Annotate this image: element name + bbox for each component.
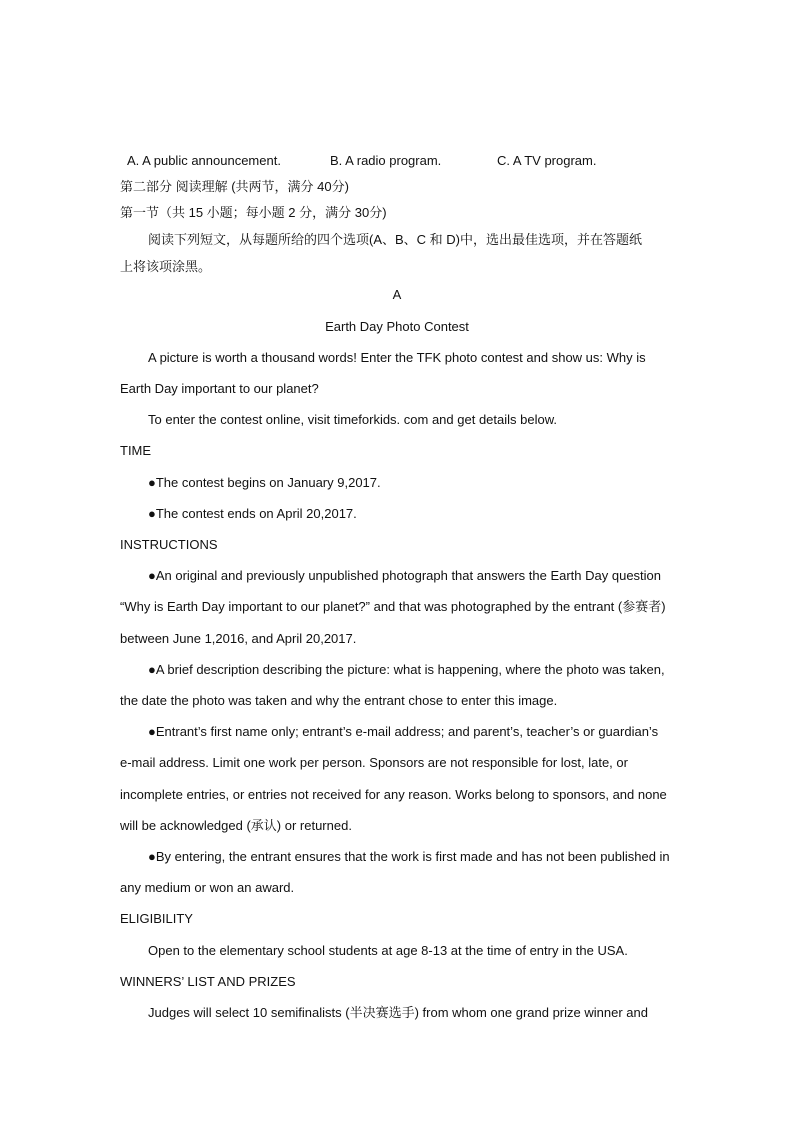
intro-line-1: A picture is worth a thousand words! Enter the TFK photo contest and show us: Why is (148, 350, 646, 365)
directions-line-1: 阅读下列短文，从每题所给的四个选项(A、B、C 和 D)中，选出最佳选项，并在答题纸 (148, 232, 643, 247)
instructions-p3-line-4: will be acknowledged (承认) or returned. (120, 818, 352, 833)
intro-line-3: To enter the contest online, visit timeforkids. com and get details below. (148, 412, 557, 427)
instructions-p1-line-1: ●An original and previously unpublished photograph that answers the Earth Day question (148, 568, 662, 583)
instructions-p3-line-2: e-mail address. Limit one work per person. Sponsors are not responsible for lost, late, or (120, 755, 628, 770)
directions-line-2: 上将该项涂黑。 (120, 259, 212, 274)
instructions-p1-line-3: between June 1,2016, and April 20,2017. (120, 631, 357, 646)
winners-heading: WINNERS’ LIST AND PRIZES (120, 974, 296, 989)
instructions-heading: INSTRUCTIONS (120, 537, 218, 552)
instructions-p4-line-2: any medium or won an award. (120, 880, 295, 895)
option-b: B. A radio program. (330, 153, 442, 168)
winners-text: Judges will select 10 semifinalists (半决赛选手) from whom one grand prize winner and (148, 1005, 648, 1020)
passage-letter: A (392, 287, 402, 302)
option-a: A. A public announcement. (127, 153, 281, 168)
part2-header: 第二部分 阅读理解 (共两节，满分 40分) (120, 179, 349, 194)
instructions-p2-line-2: the date the photo was taken and why the entrant chose to enter this image. (120, 693, 558, 708)
time-item-2: ●The contest ends on April 20,2017. (148, 506, 357, 521)
instructions-p1-line-2: “Why is Earth Day important to our planet?” and that was photographed by the entrant (参赛者) (120, 599, 666, 614)
instructions-p3-line-3: incomplete entries, or entries not received for any reason. Works belong to sponsors, and none (120, 787, 667, 802)
option-c: C. A TV program. (497, 153, 597, 168)
intro-line-2: Earth Day important to our planet? (120, 381, 319, 396)
passage-title: Earth Day Photo Contest (325, 319, 469, 334)
eligibility-text: Open to the elementary school students at age 8-13 at the time of entry in the USA. (148, 943, 628, 958)
eligibility-heading: ELIGIBILITY (120, 911, 193, 926)
instructions-p3-line-1: ●Entrant’s first name only; entrant’s e-mail address; and parent’s, teacher’s or guardian’s (148, 724, 659, 739)
time-item-1: ●The contest begins on January 9,2017. (148, 475, 381, 490)
section1-header: 第一节（共 15 小题；每小题 2 分，满分 30分) (120, 205, 387, 220)
time-heading: TIME (120, 443, 152, 458)
instructions-p2-line-1: ●A brief description describing the picture: what is happening, where the photo was taken, (148, 662, 665, 677)
instructions-p4-line-1: ●By entering, the entrant ensures that the work is first made and has not been published in (148, 849, 670, 864)
